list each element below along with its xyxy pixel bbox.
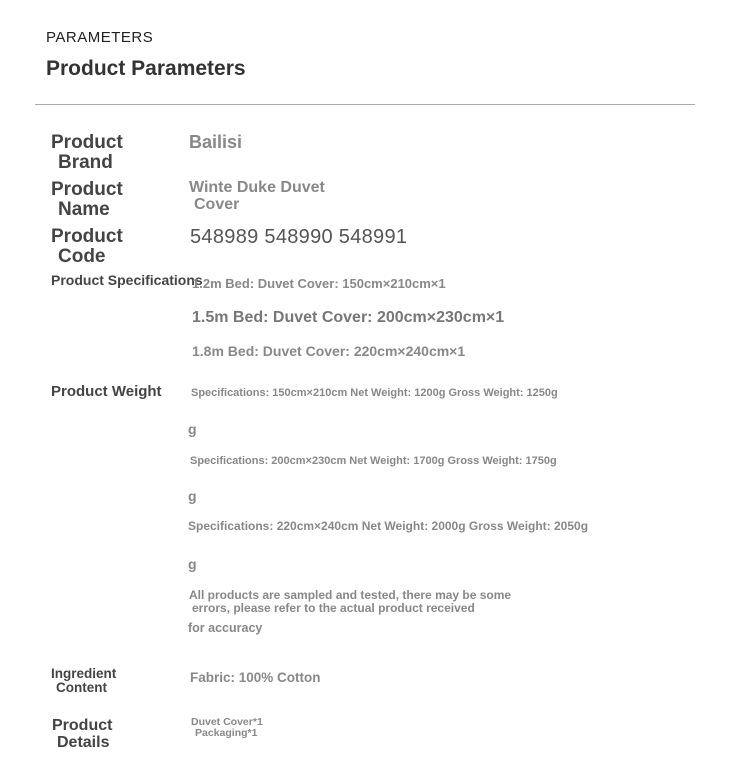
details-value-line1: Duvet Cover*1 <box>191 716 263 728</box>
page-title: Product Parameters <box>46 57 246 80</box>
weight-unit-wrap: g <box>188 556 197 572</box>
details-label-line1: Product <box>52 717 113 734</box>
spec-item: 1.8m Bed: Duvet Cover: 220cm×240cm×1 <box>192 343 466 359</box>
details-label-line2: Details <box>57 734 110 751</box>
weight-note-line2: errors, please refer to the actual product received <box>192 601 475 615</box>
code-label-line2: Code <box>58 246 106 267</box>
weight-item: Specifications: 200cm×230cm Net Weight: 1700g Gross Weight: 1750g <box>190 455 557 467</box>
weight-note-line3: for accuracy <box>188 621 263 635</box>
spec-item: 1.5m Bed: Duvet Cover: 200cm×230cm×1 <box>192 309 505 326</box>
weight-label: Product Weight <box>51 383 162 400</box>
weight-note <box>189 589 511 615</box>
weight-item: Specifications: 220cm×240cm Net Weight: 2000g Gross Weight: 2050g <box>188 519 589 533</box>
code-label <box>51 227 123 267</box>
code-value: 548989 548990 548991 <box>190 226 408 248</box>
name-label <box>51 180 123 220</box>
name-value <box>189 179 325 213</box>
weight-item: Specifications: 150cm×210cm Net Weight: 1200g Gross Weight: 1250g <box>191 387 558 399</box>
brand-value: Bailisi <box>189 132 243 152</box>
ingredient-label-line2: Content <box>56 680 107 695</box>
spec-item: 1.2m Bed: Duvet Cover: 150cm×210cm×1 <box>192 276 446 291</box>
ingredient-label <box>51 667 116 695</box>
specifications-label: Product Specifications <box>51 272 203 288</box>
brand-label <box>51 133 123 173</box>
section-eyebrow: PARAMETERS <box>46 29 154 46</box>
brand-label-line2: Brand <box>58 152 113 173</box>
weight-unit-wrap: g <box>188 421 197 437</box>
name-label-line2: Name <box>58 199 110 220</box>
code-label-line1: Product <box>51 226 123 247</box>
weight-note-line1: All products are sampled and tested, there may be some <box>189 588 512 602</box>
name-value-line2: Cover <box>194 196 240 213</box>
brand-label-line1: Product <box>51 132 123 153</box>
name-value-line1: Winte Duke Duvet <box>189 179 325 196</box>
details-value <box>191 717 263 739</box>
details-label <box>52 717 112 751</box>
divider <box>35 104 695 105</box>
details-value-line2: Packaging*1 <box>195 727 258 739</box>
ingredient-label-line1: Ingredient <box>51 666 117 681</box>
name-label-line1: Product <box>51 179 123 200</box>
weight-unit-wrap: g <box>188 488 197 504</box>
ingredient-value: Fabric: 100% Cotton <box>190 670 321 685</box>
